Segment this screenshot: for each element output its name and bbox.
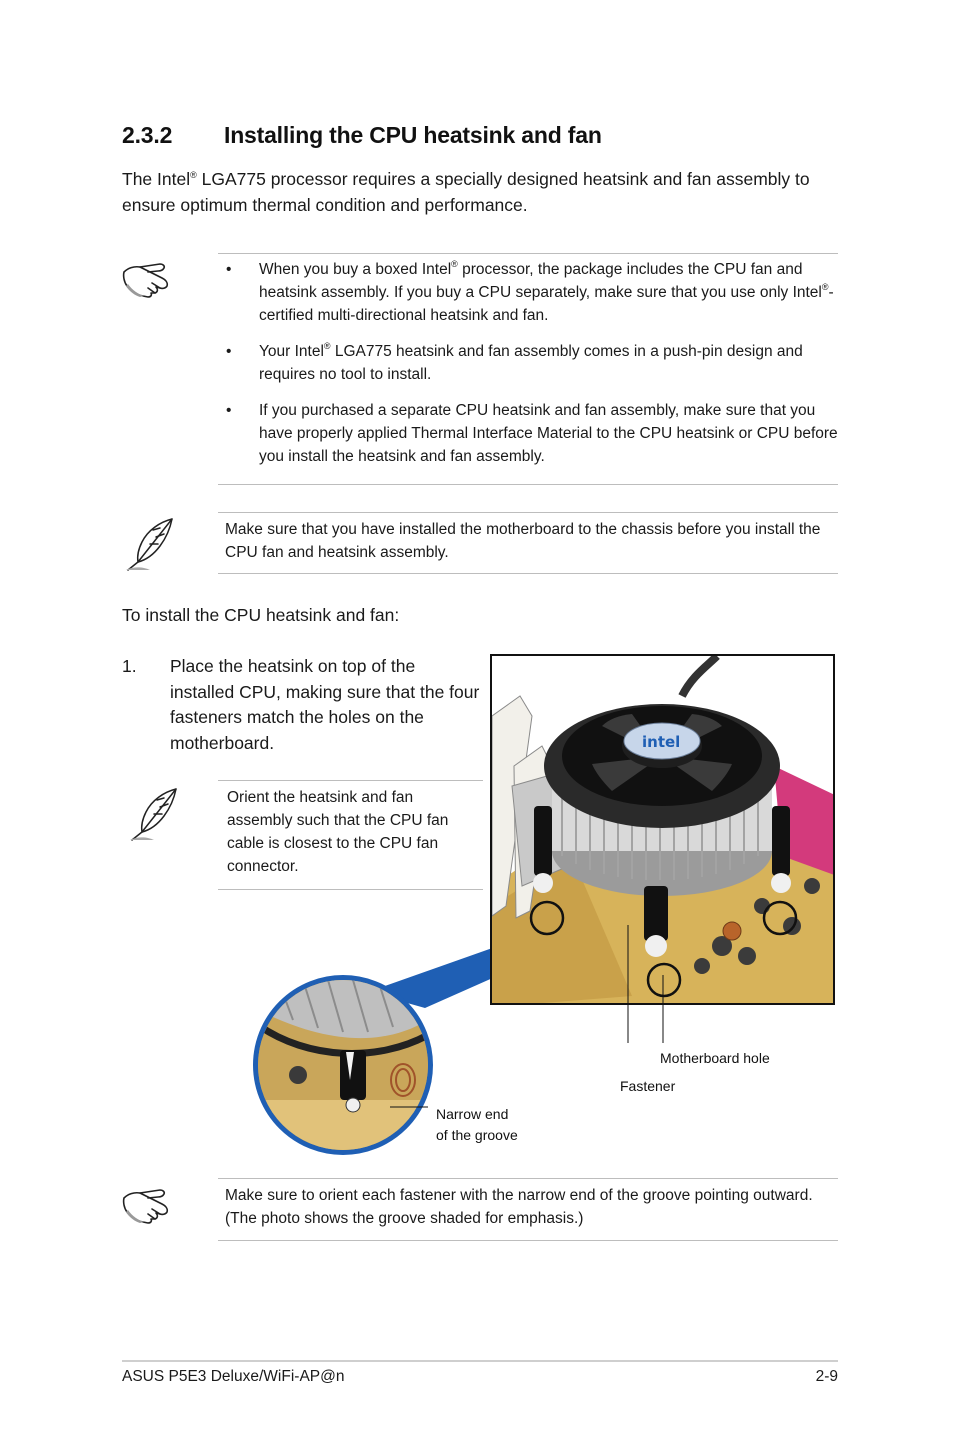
label-fastener: Fastener xyxy=(620,1078,676,1094)
label-motherboard-hole: Motherboard hole xyxy=(660,1050,770,1066)
label-line: of the groove xyxy=(436,1127,518,1143)
bullet-text: If you purchased a separate CPU heatsink and fan assembly, make sure that you have properly applied Thermal Interface Material to the CPU heatsink or CPU before you install the heatsink and fan assembly. xyxy=(259,402,838,465)
intro-text-b: LGA775 processor requires a specially designed heatsink and fan assembly to ensure optimum thermal condition and performance. xyxy=(122,169,810,215)
step-1 xyxy=(122,654,482,756)
footer-rule xyxy=(122,1360,838,1362)
section-number: 2.3.2 xyxy=(122,122,173,148)
bullet-mark: • xyxy=(226,343,232,360)
bullet-mark: • xyxy=(226,261,232,278)
bullet-text: processor, the package includes the CPU fan and heatsink assembly. If you buy a CPU separately, make sure that you use only Intel xyxy=(259,261,822,301)
bullet-text: When you buy a boxed Intel xyxy=(259,261,452,278)
note-bottom-rule xyxy=(218,573,838,574)
label-line: Narrow end xyxy=(436,1106,509,1122)
bullet-text: Your Intel xyxy=(259,343,324,360)
note-bottom-rule xyxy=(218,1240,838,1241)
registered-mark: ® xyxy=(190,170,197,180)
note-chassis-text: Make sure that you have installed the motherboard to the chassis before you install the CPU fan and heatsink assembly. xyxy=(225,521,821,561)
fan-label-logo: intel xyxy=(642,733,681,751)
section-heading xyxy=(122,122,602,149)
steps-intro: To install the CPU heatsink and fan: xyxy=(122,605,400,625)
footer-page-number: 2-9 xyxy=(815,1368,838,1385)
note-top-rule xyxy=(218,1178,838,1179)
registered-mark: ® xyxy=(451,259,458,269)
list-item xyxy=(226,399,838,468)
note-top-rule xyxy=(218,253,838,254)
step-number: 1. xyxy=(122,656,137,676)
registered-mark: ® xyxy=(323,341,331,351)
hand-pointer-icon xyxy=(118,250,178,310)
note-bullet-list xyxy=(226,258,838,481)
step-text: Place the heatsink on top of the installed CPU, making sure that the four fasteners match the holes on the motherboard. xyxy=(170,656,480,753)
feather-quill-icon xyxy=(120,514,180,574)
note-orient-text: Orient the heatsink and fan assembly such that the CPU fan cable is closest to the CPU fan connector. xyxy=(227,789,449,875)
intro-paragraph xyxy=(122,167,832,218)
list-item xyxy=(226,340,838,386)
registered-mark: ® xyxy=(821,282,829,292)
bullet-text: LGA775 heatsink and fan assembly comes in a push-pin design and requires no tool to install. xyxy=(259,343,803,383)
feather-quill-icon xyxy=(124,784,184,844)
section-title: Installing the CPU heatsink and fan xyxy=(224,122,602,148)
footer-product-name: ASUS P5E3 Deluxe/WiFi-AP@n xyxy=(122,1368,345,1385)
note-top-rule xyxy=(218,780,483,781)
note-top-rule xyxy=(218,512,838,513)
list-item xyxy=(226,258,838,327)
bullet-mark: • xyxy=(226,402,232,419)
intro-text-a: The Intel xyxy=(122,169,191,189)
note-fastener-text: Make sure to orient each fastener with the narrow end of the groove pointing outward. (The photo shows the groove shaded for emphasis.) xyxy=(225,1187,813,1227)
label-narrow-end xyxy=(436,1104,518,1146)
hand-pointer-icon xyxy=(118,1176,178,1236)
note-bottom-rule xyxy=(218,484,838,485)
bullet-text: -certified multi-directional heatsink and fan. xyxy=(259,284,834,324)
